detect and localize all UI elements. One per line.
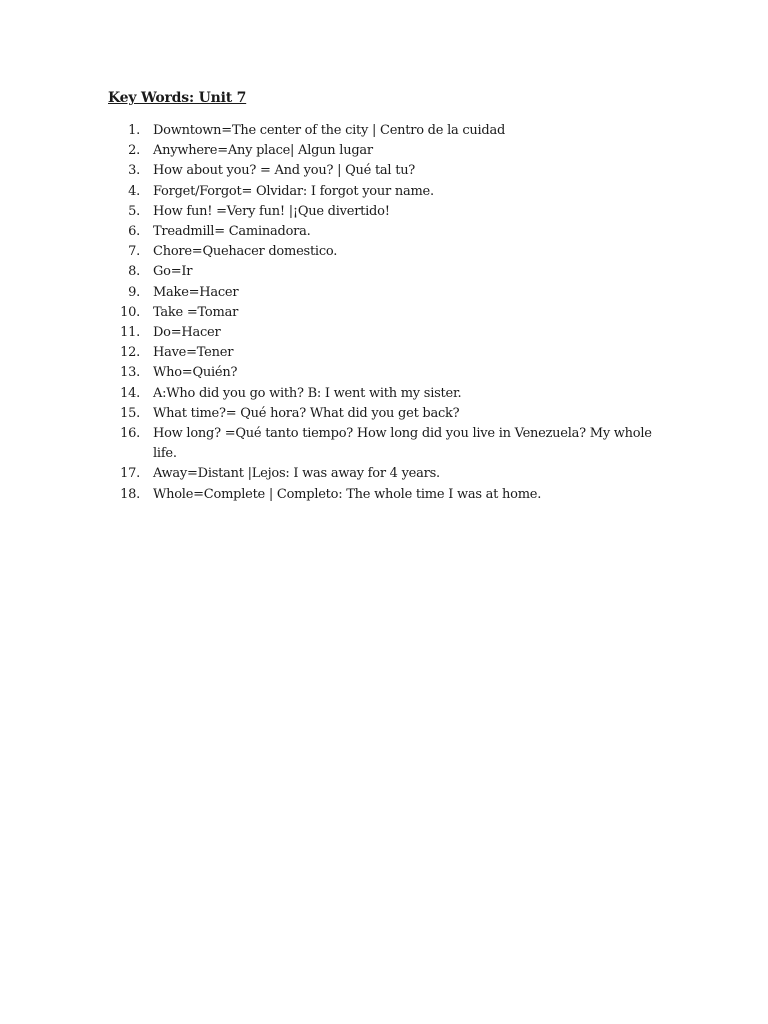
list-item (0, 464, 673, 484)
item-text: Take =Tomar (153, 304, 239, 320)
item-text: Have=Tener (153, 345, 234, 361)
list-item (0, 141, 673, 161)
item-number: 12. (120, 345, 140, 361)
item-number: 17. (120, 466, 140, 482)
item-number: 11. (120, 325, 140, 341)
item-text: Chore=Quehacer domestico. (153, 244, 338, 260)
item-number: 1. (128, 123, 140, 138)
list-item (0, 121, 673, 141)
item-number: 2. (128, 143, 140, 159)
list-item (0, 404, 673, 424)
list-item (0, 303, 673, 323)
list-item (0, 202, 673, 222)
list-item (0, 323, 673, 343)
list-item (0, 343, 673, 363)
item-text: How about you? = And you? | Qué tal tu? (153, 163, 416, 179)
list-item (0, 242, 673, 262)
item-text: Anywhere=Any place| Algun lugar (153, 143, 373, 159)
item-number: 9. (128, 284, 140, 300)
item-number: 3. (128, 163, 140, 179)
item-text: How fun! =Very fun! |¡Que divertido! (153, 203, 390, 219)
list-item (0, 182, 673, 202)
item-number: 13. (120, 365, 140, 381)
item-text: How long? =Qué tanto tiempo? How long did you live in Venezuela? My whole life. (153, 426, 652, 462)
item-text: What time?= Qué hora? What did you get back? (153, 405, 460, 421)
list-item (0, 283, 673, 303)
item-number: 5. (128, 203, 140, 219)
item-text: A:Who did you go with? B: I went with my sister. (153, 385, 462, 401)
item-number: 10. (120, 304, 140, 320)
item-number: 4. (128, 183, 140, 199)
page-title: Key Words: Unit 7 (108, 90, 247, 106)
list-item (0, 485, 673, 505)
item-text: Whole=Complete | Completo: The whole time I was at home. (153, 486, 542, 502)
list-item (0, 161, 673, 181)
item-number: 8. (128, 264, 140, 280)
item-text: Go=Ir (153, 264, 193, 280)
list-item (0, 222, 673, 242)
list-item (0, 363, 673, 383)
item-number: 6. (128, 224, 140, 240)
item-number: 14. (120, 385, 140, 401)
item-text: Treadmill= Caminadora. (153, 224, 311, 240)
item-text: Make=Hacer (153, 284, 239, 300)
item-number: 16. (120, 426, 140, 442)
item-text: Who=Quién? (153, 365, 238, 381)
item-text: Forget/Forgot= Olvidar: I forgot your name. (153, 183, 434, 199)
list-item (0, 262, 673, 282)
item-text: Away=Distant |Lejos: I was away for 4 years. (153, 466, 440, 482)
item-text: Downtown=The center of the city | Centro de la cuidad (153, 123, 506, 138)
item-number: 18. (120, 486, 140, 502)
list-item (0, 384, 673, 404)
list-item (0, 424, 673, 464)
item-text: Do=Hacer (153, 325, 221, 341)
item-number: 7. (128, 244, 140, 260)
item-number: 15. (120, 405, 140, 421)
key-words-list (0, 121, 673, 505)
